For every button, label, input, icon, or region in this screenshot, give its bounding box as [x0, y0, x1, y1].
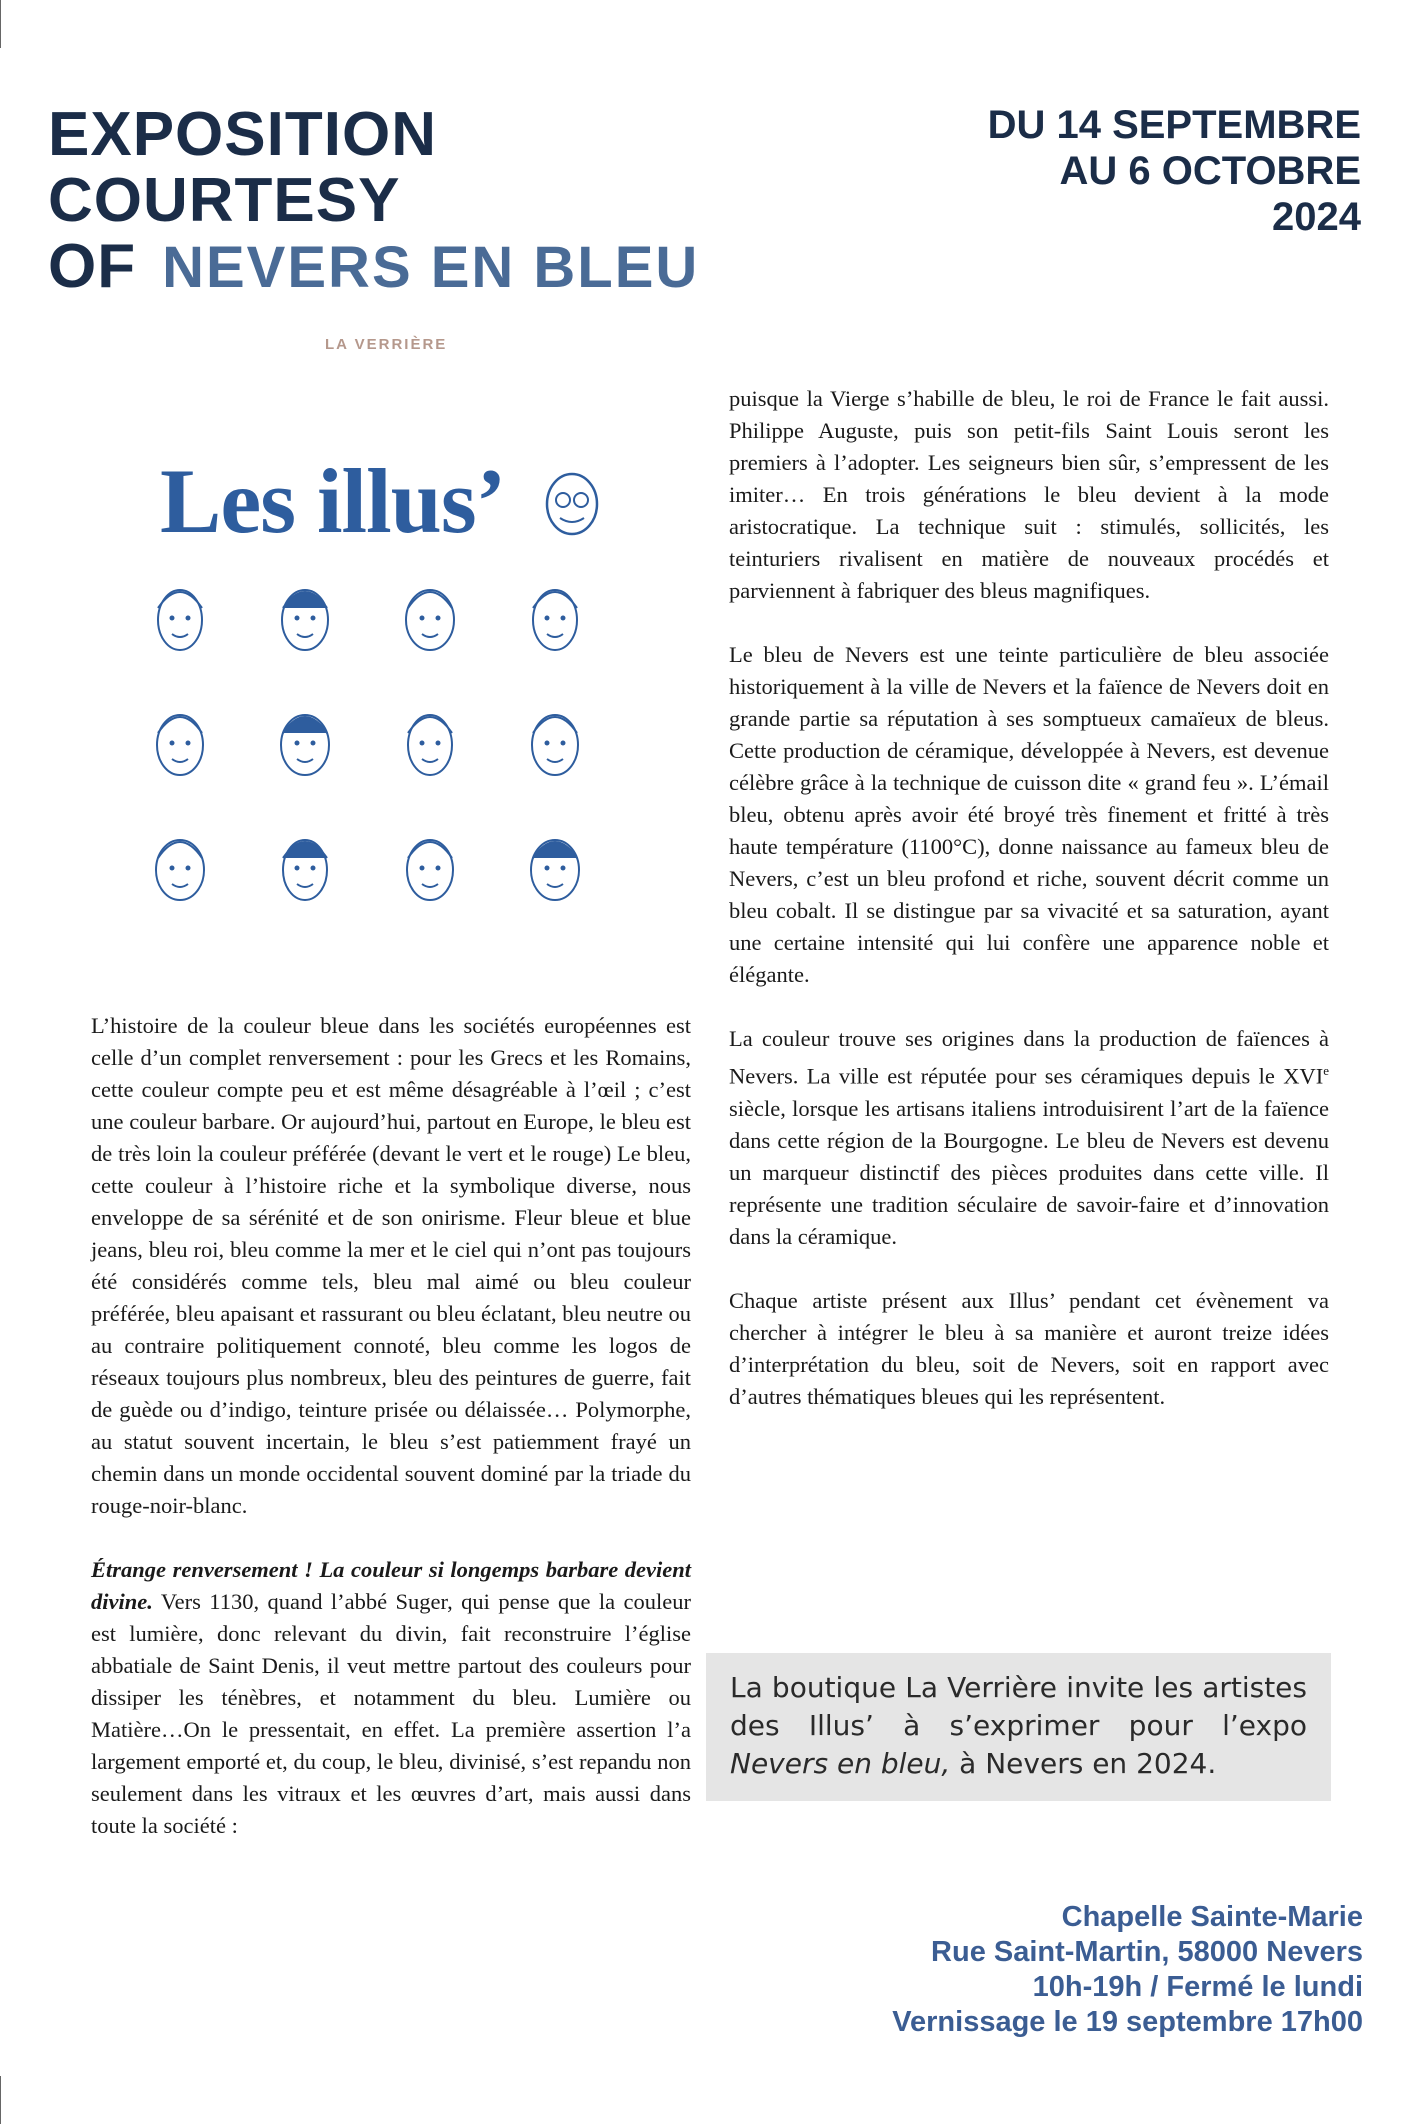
artist-face-icon [408, 715, 452, 775]
aristocratie-paragraph: puisque la Vierge s’habille de bleu, le roi de France le fait aussi. Philippe Auguste, puis son petit-fils Saint Louis seront les premiers à l’adopter. Les seigneurs bien sûr, s’empressent de les imiter… En trois générations le bleu devient à la mode aristocratique. La technique suit : stimulés, sollicités, les teinturiers rivalisent en matière de nouveaux procédés et parviennent à fabriquer des bleus magnifiques. [729, 386, 1329, 603]
origines-paragraph [729, 1023, 1329, 1253]
renversement-text: Vers 1130, quand l’abbé Suger, qui pense que la couleur est lumière, donc relevant du divin, fait reconstruire l’église abbatiale de Saint Denis, il veut mettre partout des couleurs pour dissiper les ténèbres, et notamment du bleu. Lumière ou Matière…On le pressentait, en effet. La première assertion l’a largement emporté et, du coup, le bleu, divinisé, s’est repandu non seulement dans les vitraux et les œuvres d’art, mais aussi dans toute la société : [91, 1589, 691, 1838]
origines-text-a: La couleur trouve ses origines dans la production de faïences à Nevers. La ville est réputée pour ses céramiques depuis le XVI [729, 1026, 1329, 1089]
title-line-3 [48, 234, 699, 301]
artist-face-icon [407, 840, 453, 900]
brand-name: NEVERS EN BLEU [162, 235, 700, 300]
title-prefix: OF [48, 232, 137, 301]
artist-face-icon [156, 840, 204, 900]
artist-face-icon [158, 590, 202, 650]
dates-line-3: 2024 [1272, 195, 1361, 239]
notice-text-a: La boutique La Verrière invite les artistes des Illus’ à s’exprimer pour l’expo [730, 1671, 1307, 1742]
crop-mark-top [0, 0, 1, 48]
logo-face-icon [540, 466, 604, 540]
exhibition-title [48, 102, 699, 301]
subtitle: LA VERRIÈRE [325, 336, 448, 353]
origines-text-b: siècle, lorsque les artisans italiens introduisirent l’art de la faïence dans cette région de la Bourgogne. Le bleu de Nevers est devenu un marqueur distinctif des pièces produites dans cette ville. Il représente une tradition séculaire de savoir-faire et d’innovation dans la céramique. [729, 1095, 1329, 1249]
artist-face-icon [282, 590, 328, 650]
dates-line-1: DU 14 SEPTEMBRE [987, 103, 1361, 147]
artist-face-icon [532, 715, 578, 775]
artist-faces-grid [150, 580, 610, 930]
bleu-de-nevers-paragraph: Le bleu de Nevers est une teinte particulière de bleu associée historiquement à la ville de Nevers et la faïence de Nevers doit en grande partie sa réputation à ses somptueux camaïeux de bleus. Cette production de céramique, développée à Nevers, est devenue célèbre grâce à la technique de cuisson dite « grand feu ». L’émail bleu, obtenu après avoir été broyé très finement et fritté à très haute température (1100°C), donne naissance au fameux bleu de Nevers, c’est un bleu profond et riche, souvent décrit comme un bleu cobalt. Il se distingue par sa vivacité et sa saturation, ayant une certaine intensité qui lui confère une apparence noble et élégante. [729, 642, 1329, 987]
notice-emphasis: Nevers en bleu, [730, 1747, 951, 1780]
exhibition-dates [988, 102, 1361, 240]
title-line-2: COURTESY [48, 166, 401, 235]
right-column [729, 383, 1329, 1445]
boutique-notice [706, 1653, 1331, 1801]
les-illus-logo: Les illus’ [160, 450, 506, 552]
title-line-1: EXPOSITION [48, 100, 437, 169]
artist-face-icon [406, 590, 454, 650]
artist-face-icon [533, 590, 577, 650]
history-paragraph: L’histoire de la couleur bleue dans les sociétés européennes est celle d’un complet renversement : pour les Grecs et les Romains, cette couleur compte peu et est même désagréable à l’œil ; c’est une couleur barbare. Or aujourd’hui, partout en Europe, le bleu est de très loin la couleur préférée (devant le vert et le rouge) Le bleu, cette couleur à l’histoire riche et la symbolique diverse, nous enveloppe de sa sérénité et de son onirisme. Fleur bleue et blue jeans, bleu roi, bleu comme la mer et le ciel qui n’ont pas toujours été considérés comme tels, bleu mal aimé ou bleu couleur préférée, bleu apaisant et rassurant ou bleu éclatant, bleu neutre ou au contraire politiquement connoté, bleu comme les logos de réseaux toujours plus nombreux, bleu des peintures de guerre, fait de guède ou d’indigo, teinture prisée ou délaissée… Polymorphe, au statut souvent incertain, le bleu s’est patiemment frayé un chemin dans un monde occidental souvent dominé par la triade du rouge-noir-blanc. [91, 1013, 691, 1518]
renversement-paragraph [91, 1554, 691, 1842]
artist-face-icon [531, 840, 579, 900]
artist-face-icon [157, 715, 203, 775]
artist-face-icon [281, 715, 329, 775]
left-column [91, 1010, 691, 1874]
notice-text-b: à Nevers en 2024. [950, 1747, 1217, 1780]
venue-info [892, 1900, 1363, 2040]
century-sup: e [1323, 1063, 1329, 1078]
venue-vernissage: Vernissage le 19 septembre 17h00 [892, 2006, 1363, 2038]
venue-name: Chapelle Sainte-Marie [1061, 1901, 1363, 1933]
dates-line-2: AU 6 OCTOBRE [1059, 149, 1361, 193]
crop-mark-bottom [0, 2076, 1, 2124]
venue-hours: 10h-19h / Fermé le lundi [1032, 1971, 1363, 2003]
artist-face-icon [283, 840, 327, 900]
venue-address: Rue Saint-Martin, 58000 Nevers [931, 1936, 1363, 1968]
renversement-emphasis: Étrange renversement ! La couleur si longemps barbare devient divine. [91, 1557, 691, 1614]
artistes-paragraph: Chaque artiste présent aux Illus’ pendant cet évènement va chercher à intégrer le bleu à sa manière et auront treize idées d’interprétation du bleu, soit de Nevers, soit en rapport avec d’autres thématiques bleues qui les représentent. [729, 1287, 1329, 1409]
